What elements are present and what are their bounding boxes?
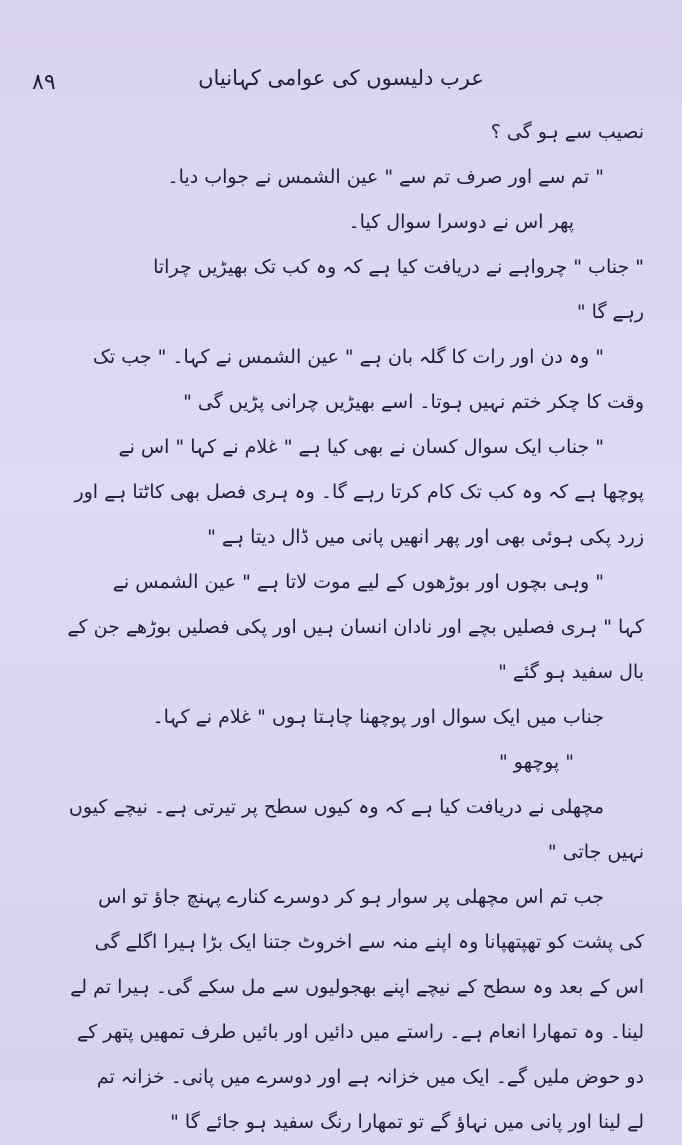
text-line: پوچھا ہے کہ وہ کب تک کام کرتا رہے گا۔ وہ ہری فصل بھی کاٹتا ہے اور: [74, 481, 644, 503]
text-line: " جناب ایک سوال کسان نے بھی کیا ہے " غلام نے کہا " اس نے: [118, 436, 604, 458]
text-line: مچھلی نے دریافت کیا ہے کہ وہ کیوں سطح پر تیرتی ہے۔ نیچے کیوں: [68, 796, 604, 818]
page-header: [30, 58, 652, 98]
text-line: " وہ دن اور رات کا گلہ بان ہے " عین الشمس نے کہا۔ " جب تک: [92, 346, 604, 368]
text-line: لینا۔ وہ تمھارا انعام ہے۔ راستے میں دائیں اور بائیں طرف تمھیں پتھر کے: [77, 1021, 644, 1043]
text-line: کہا " ہری فصلیں بچے اور نادان انسان ہیں اور پکی فصلیں بوڑھے جن کے: [67, 616, 644, 638]
text-line: جناب میں ایک سوال اور پوچھنا چاہتا ہوں " غلام نے کہا۔: [152, 706, 604, 728]
text-line: وقت کا چکر ختم نہیں ہوتا۔ اسے بھیڑیں چرانی پڑیں گی ": [183, 391, 644, 413]
text-line: نصیب سے ہو گی ؟: [490, 121, 644, 143]
text-line: " تم سے اور صرف تم سے " عین الشمس نے جواب دیا۔: [167, 166, 604, 188]
page-number: ۸۹: [32, 70, 56, 95]
page-body: [40, 110, 644, 1145]
text-line: اس کے بعد وہ سطح کے نیچے اپنے بھجولیوں سے مل سکے گی۔ ہیرا تم لے: [70, 976, 644, 998]
running-title: عرب دلیسوں کی عوامی کہانیاں: [198, 66, 484, 90]
text-line: " جناب " چرواہے نے دریافت کیا ہے کہ وہ کب تک بھیڑیں چراتا: [153, 256, 644, 278]
text-line: رہے گا ": [576, 301, 644, 323]
text-line: زرد پکی ہوئی بھی اور پھر انھیں پانی میں ڈال دیتا ہے ": [207, 526, 644, 548]
text-line: بال سفید ہو گئے ": [498, 661, 644, 683]
text-line: لے لینا اور پانی میں نہاؤ گے تو تمھارا رنگ سفید ہو جائے گا ": [170, 1111, 644, 1133]
text-line: دو حوض ملیں گے۔ ایک میں خزانہ ہے اور دوسرے میں پانی۔ خزانہ تم: [96, 1066, 644, 1088]
text-line: کی پشت کو تھپتھپانا وہ اپنے منہ سے اخروٹ جتنا ایک بڑا ہیرا اگلے گی: [94, 931, 644, 953]
text-line: جب تم اس مچھلی پر سوار ہو کر دوسرے کنارے پہنچ جاؤ تو اس: [98, 886, 604, 908]
text-line: پھر اس نے دوسرا سوال کیا۔: [348, 211, 574, 233]
text-line: " وہی بچوں اور بوڑھوں کے لیے موت لاتا ہے " عین الشمس نے: [112, 571, 604, 593]
text-line: " پوچھو ": [499, 751, 574, 773]
text-line: نہیں جاتی ": [547, 841, 644, 863]
